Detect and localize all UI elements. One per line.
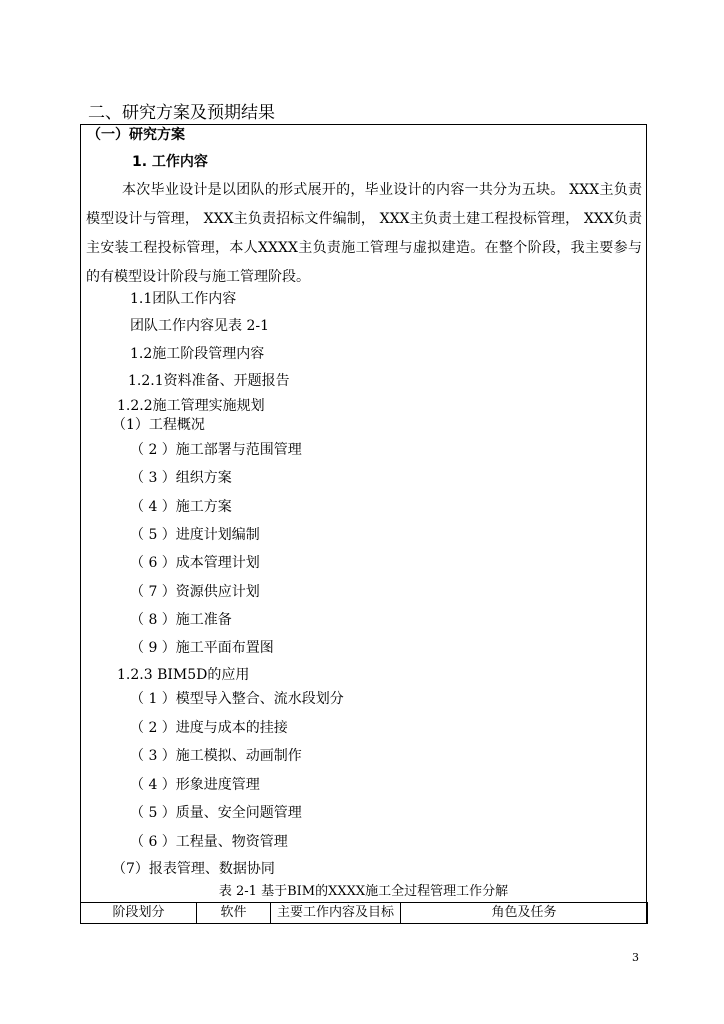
bim-item-5: （ 5 ）质量、安全问题管理 [130, 805, 302, 821]
header-roles: 角色及任务 [401, 903, 648, 924]
plan-item-3: （ 3 ）组织方案 [130, 470, 232, 486]
bim-item-6: （ 6 ）工程量、物资管理 [130, 834, 288, 850]
plan-item-2: （ 2 ）施工部署与范围管理 [130, 442, 302, 458]
item-1-2-3: 1.2.3 BIM5D的应用 [117, 667, 250, 683]
plan-item-6: （ 6 ）成本管理计划 [130, 555, 260, 571]
header-main-work: 主要工作内容及目标 [271, 903, 401, 924]
item-1-2-1: 1.2.1资料准备、开题报告 [128, 373, 290, 389]
plan-item-1: （1）工程概况 [112, 417, 205, 433]
header-software: 软件 [197, 903, 271, 924]
table-header-row [81, 903, 648, 924]
work-heading: 1. 工作内容 [132, 154, 208, 170]
bim-item-1: （ 1 ）模型导入整合、流水段划分 [130, 691, 344, 707]
plan-item-7: （ 7 ）资源供应计划 [130, 584, 260, 600]
bim-item-3: （ 3 ）施工模拟、动画制作 [130, 748, 302, 764]
header-stage: 阶段划分 [81, 903, 197, 924]
plan-item-9: （ 9 ）施工平面布置图 [130, 640, 274, 656]
section-title: 二、研究方案及预期结果 [88, 103, 275, 123]
item-1-2-2: 1.2.2施工管理实施规划 [117, 398, 265, 414]
item-1-1: 1.1团队工作内容 [130, 291, 237, 307]
bim-item-4: （ 4 ）形象进度管理 [130, 777, 260, 793]
subsection-title: （一）研究方案 [87, 127, 185, 143]
plan-item-5: （ 5 ）进度计划编制 [130, 527, 260, 543]
plan-item-8: （ 8 ）施工准备 [130, 612, 232, 628]
bim-item-7: （7）报表管理、数据协同 [112, 861, 275, 877]
work-breakdown-table [80, 902, 648, 924]
page-number: 3 [632, 951, 639, 964]
item-1-1-note: 团队工作内容见表 2-1 [130, 318, 269, 334]
item-1-2: 1.2施工阶段管理内容 [130, 346, 265, 362]
bim-item-2: （ 2 ）进度与成本的挂接 [130, 720, 288, 736]
intro-paragraph: 本次毕业设计是以团队的形式展开的，毕业设计的内容一共分为五块。 XXX主负责模型设计与管理， XXX主负责招标文件编制， XXX主负责土建工程投标管理， XXX负责主安装工程投标管理，本人XXXX主负责施工管理与虚拟建造。在整个阶段，我主要参与的有模型设计阶段与施工管理阶段。 [86, 182, 642, 285]
table-caption: 表 2-1 基于BIM的XXXX施工全过程管理工作分解 [218, 884, 509, 899]
plan-item-4: （ 4 ）施工方案 [130, 499, 232, 515]
